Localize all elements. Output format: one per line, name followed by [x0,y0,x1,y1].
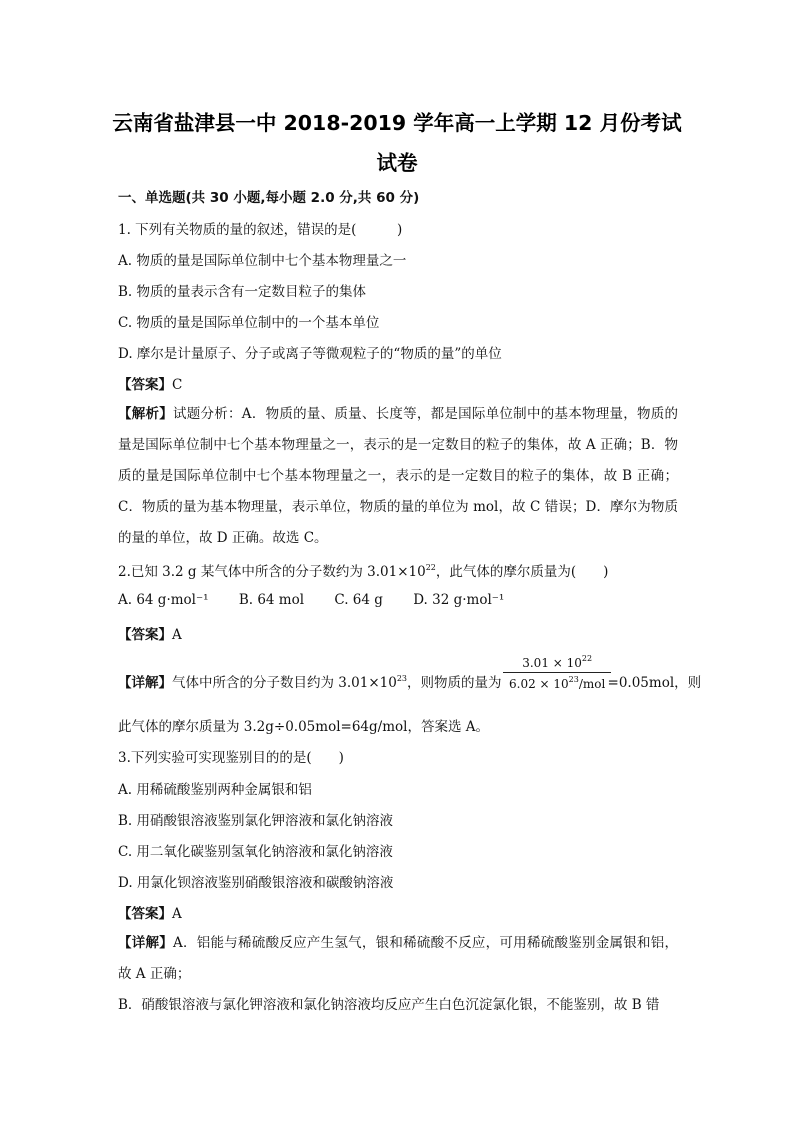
q2-stem [118,560,608,580]
answer-label: 【答案】 [118,627,172,643]
q2-detail-text: 气体中所含的分子数目约为 3.01×10 [172,675,397,691]
q2-detail-mid: ，则物质的量为 [407,675,502,691]
q2-options [118,592,530,608]
q2-option-b: B. 64 mol [238,592,305,608]
q2-detail-exponent: 23 [396,674,408,683]
q2-stem-tail: ，此气体的摩尔质量为( ) [435,564,609,580]
answer-value: A [172,627,182,643]
q1-stem: 1. 下列有关物质的量的叙述，错误的是( ) [118,222,403,238]
q1-option-b: B. 物质的量表示含有一定数目粒子的集体 [118,284,367,300]
q3-stem: 3.下列实验可实现鉴别目的的是( ) [118,750,344,766]
analysis-text: 试题分析：A．物质的量、质量、长度等，都是国际单位制中的基本物理量，物质的量是国际单位制中七个基本物理量之一，表示的是一定数目的粒子的集体，故 A 正确；B．物质的量是国际单位制中七个基本物理量之一，表示的是一定数目的粒子的集体，故 B 正确；C．物质的量为基本物理量，表示单位，物质的量的单位为 mol，故 C 错误；D．摩尔为物质的量的单位，故 D 正确。故选 C。 [118,406,679,546]
q3-option-a: A. 用稀硫酸鉴别两种金属银和铝 [118,782,312,798]
q2-stem-text: 2.已知 3.2 g 某气体中所含的分子数约为 3.01×10 [118,564,426,580]
answer-label: 【答案】 [118,377,172,393]
q2-detail-eq: =0.05mol，则 [607,675,702,691]
analysis-label: 【解析】 [118,406,174,422]
answer-value: A [172,906,182,922]
fraction-denominator: $6.02 \times 10^{23}$/mol [509,675,606,691]
q3-option-d: D. 用氯化钡溶液鉴别硝酸银溶液和碳酸钠溶液 [118,875,394,891]
q2-detail-line1 [118,671,701,691]
q1-option-a: A. 物质的量是国际单位制中七个基本物理量之一 [118,253,407,269]
doc-title-line1: 云南省盐津县一中 2018-2019 学年高一上学期 12 月份考试 [112,111,682,135]
q3-detail-b: B．硝酸银溶液与氯化钾溶液和氯化钠溶液均反应产生白色沉淀氯化银，不能鉴别，故 B 错 [118,997,660,1013]
q2-stem-exponent: 22 [425,563,436,572]
q3-option-c: C. 用二氧化碳鉴别氢氧化钠溶液和氯化钠溶液 [118,844,393,860]
q3-detail-a: A．铝能与稀硫酸反应产生氢气，银和稀硫酸不反应，可用稀硫酸鉴别金属银和铝，故 A 正确； [118,935,679,982]
section-heading: 一、单选题(共 30 小题,每小题 2.0 分,共 60 分) [118,190,420,206]
fraction-numerator: $3.01 \times 10^{22}$ [503,654,611,673]
q1-option-d: D. 摩尔是计量原子、分子或离子等微观粒子的“物质的量”的单位 [118,346,502,362]
q2-detail-line2: 此气体的摩尔质量为 3.2g÷0.05mol=64g/mol，答案选 A。 [118,719,489,735]
detail-label: 【详解】 [118,675,172,691]
q1-option-c: C. 物质的量是国际单位制中的一个基本单位 [118,315,380,331]
q2-answer [118,623,182,643]
q3-detail [118,928,678,1021]
q2-option-d: D. 32 g·mol⁻¹ [413,592,505,608]
answer-label: 【答案】 [118,906,172,922]
q2-option-a: A. 64 g·mol⁻¹ [118,592,209,608]
q3-answer [118,902,182,922]
mole-fraction [503,654,611,691]
answer-value: C [172,377,183,393]
q2-option-c: C. 64 g [334,592,383,608]
q1-analysis [118,399,678,554]
q1-answer [118,373,182,393]
detail-label: 【详解】 [118,935,174,951]
q3-option-b: B. 用硝酸银溶液鉴别氯化钾溶液和氯化钠溶液 [118,813,394,829]
doc-title-line2: 试卷 [376,151,418,175]
